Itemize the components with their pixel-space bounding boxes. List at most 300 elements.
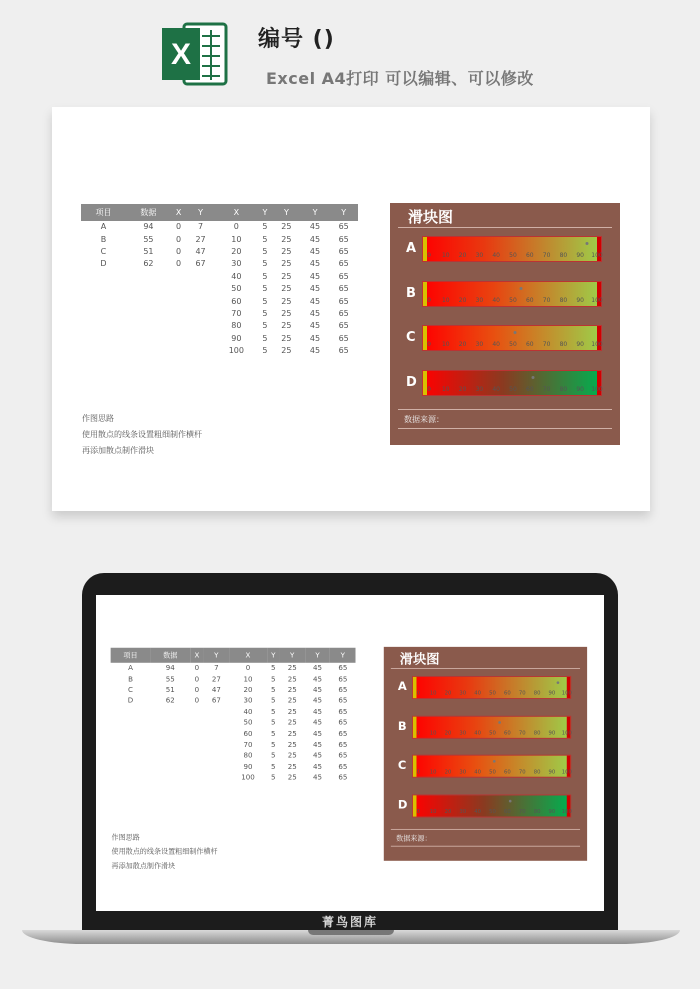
tick-label: 40	[474, 729, 482, 736]
table-cell: 65	[338, 707, 348, 716]
table-cell: 50	[231, 284, 242, 294]
table-cell: 7	[198, 222, 204, 232]
table-cell: 45	[312, 718, 322, 727]
tick-label: 20	[458, 296, 467, 304]
chart-divider	[391, 846, 580, 847]
tick-label: 0	[427, 341, 431, 348]
table-cell	[81, 283, 126, 295]
tick-label: 60	[503, 729, 511, 736]
laptop-mockup	[22, 568, 680, 948]
table-cell	[81, 295, 126, 307]
notes	[82, 411, 202, 459]
table-cell: 20	[231, 246, 242, 256]
table-cell: 80	[231, 321, 242, 331]
bar-row	[400, 281, 610, 307]
table-cell: 25	[287, 740, 297, 749]
table-cell: 25	[281, 308, 292, 318]
table-cell: 65	[338, 674, 348, 683]
table-cell: 45	[312, 663, 322, 672]
table-row	[111, 728, 356, 739]
tick-label: 90	[548, 690, 556, 697]
table-cell	[171, 320, 186, 332]
table-header-cell: Y	[204, 648, 229, 663]
table-cell: 51	[165, 685, 175, 694]
table-cell: 65	[338, 685, 348, 694]
tick-label: 100	[561, 808, 572, 815]
tick-label: 70	[518, 808, 526, 815]
table-cell	[150, 772, 190, 783]
tick-label: 20	[458, 385, 467, 393]
tick-label: 20	[444, 768, 452, 776]
table-cell	[190, 718, 204, 729]
tick-label: 20	[444, 690, 452, 697]
tick-label: 0	[416, 690, 420, 697]
table-cell: D	[127, 696, 134, 705]
tick-label: 40	[492, 252, 501, 259]
table-cell: 25	[287, 729, 297, 738]
table-cell	[204, 739, 229, 750]
tick-label: 20	[458, 341, 467, 348]
table-cell: 25	[281, 333, 292, 343]
bar-row	[393, 676, 579, 699]
table-cell: 45	[312, 751, 322, 760]
tick-label: 80	[559, 296, 568, 304]
table-cell: 65	[338, 346, 349, 356]
table-cell	[111, 739, 151, 750]
note-line: 再添加散点制作滑块	[82, 446, 154, 455]
data-table	[81, 204, 358, 357]
table-header-cell: 数据	[150, 648, 190, 663]
table-cell: A	[100, 222, 107, 232]
table-cell: 0	[245, 663, 251, 672]
table-cell	[186, 283, 215, 295]
table-cell: 25	[281, 259, 292, 269]
tick-label: 80	[533, 690, 541, 697]
table-cell	[190, 739, 204, 750]
slider-marker	[513, 331, 516, 334]
slider-chart	[384, 647, 587, 861]
table-cell	[190, 707, 204, 718]
table-cell: 45	[309, 333, 321, 343]
table-header-row	[81, 204, 358, 221]
table-cell: 50	[243, 718, 253, 727]
table-cell: 65	[338, 308, 349, 318]
table-cell: 30	[243, 696, 253, 705]
table-cell: 65	[338, 751, 348, 760]
tick-label: 0	[427, 296, 431, 304]
table-cell	[204, 750, 229, 761]
laptop-brand: 菁鸟图库	[321, 915, 378, 929]
tick-label: 100	[561, 690, 572, 697]
tick-label: 90	[576, 341, 585, 348]
table-cell: 45	[309, 284, 321, 294]
table-cell: 65	[338, 663, 348, 672]
tick-label: 0	[427, 385, 431, 393]
slider-marker	[557, 681, 560, 684]
note-line: 使用散点的线条设置粗细制作横杆	[82, 430, 202, 439]
table-cell: 65	[338, 740, 348, 749]
table-row	[81, 258, 358, 270]
tick-label: 50	[509, 385, 517, 393]
table-cell: 10	[243, 674, 253, 683]
table-cell: 94	[165, 663, 175, 672]
table-cell: 5	[270, 696, 276, 705]
table-cell	[126, 295, 171, 307]
tick-label: 80	[559, 385, 568, 393]
sheet-preview	[52, 107, 650, 511]
table-cell: 25	[287, 685, 297, 694]
table-cell: 5	[270, 663, 276, 672]
chart-divider	[398, 428, 612, 429]
slider-marker	[520, 287, 523, 290]
table-cell: 10	[231, 234, 242, 244]
table-cell: 25	[287, 773, 297, 782]
table-row	[81, 333, 358, 345]
chart-divider	[391, 668, 580, 669]
table-cell: 40	[231, 271, 242, 281]
chart-title: 滑块图	[408, 208, 454, 226]
table-row	[81, 246, 358, 258]
tick-label: 0	[416, 729, 420, 736]
table-cell: 90	[231, 333, 242, 343]
table-cell: 5	[270, 718, 276, 727]
table-cell: B	[100, 234, 107, 244]
table-cell: 65	[338, 284, 349, 294]
tick-label: 100	[591, 385, 603, 393]
tick-label: 90	[548, 729, 556, 736]
table-cell: 5	[262, 296, 268, 306]
table-header-cell: 项目	[111, 648, 151, 663]
tick-label: 70	[542, 296, 551, 304]
table-row	[81, 283, 358, 295]
table-row	[81, 271, 358, 283]
table-cell: 5	[262, 271, 268, 281]
table-cell: 25	[281, 271, 292, 281]
slider-bar	[422, 370, 602, 396]
table-cell	[186, 345, 215, 357]
table-cell	[186, 320, 215, 332]
tick-label: 10	[441, 341, 450, 348]
table-header-cell: X	[190, 648, 204, 663]
table-cell: A	[128, 663, 133, 672]
table-cell: 0	[176, 222, 182, 232]
chart-divider	[391, 829, 580, 830]
table-cell	[126, 320, 171, 332]
table-row	[111, 707, 356, 718]
table-row	[81, 308, 358, 320]
table-cell: 5	[262, 259, 268, 269]
table-cell	[126, 333, 171, 345]
table-cell	[150, 718, 190, 729]
bar-row	[393, 794, 579, 817]
table-cell	[150, 707, 190, 718]
table-header-cell: X	[215, 204, 258, 221]
table-cell	[190, 772, 204, 783]
svg-text:X: X	[170, 38, 192, 71]
chart-divider	[398, 227, 612, 228]
slider-bar	[412, 755, 571, 778]
table-cell: 5	[270, 751, 276, 760]
bar-row	[400, 370, 610, 396]
table-cell	[111, 728, 151, 739]
bar-label: D	[397, 798, 408, 812]
tick-label: 60	[503, 690, 511, 697]
table-cell	[81, 333, 126, 345]
page-header	[0, 0, 700, 105]
source-label: 数据来源：	[404, 415, 444, 424]
table-cell: 55	[165, 674, 175, 683]
table-cell: 45	[312, 707, 322, 716]
table-cell: 20	[243, 685, 253, 694]
table-cell	[171, 271, 186, 283]
slider-marker	[493, 760, 496, 763]
table-cell: 62	[143, 259, 154, 269]
tick-label: 90	[576, 296, 585, 304]
table-cell: B	[128, 674, 133, 683]
tick-label: 40	[474, 690, 482, 697]
tick-label: 50	[489, 768, 496, 776]
table-row	[81, 295, 358, 307]
table-header-row	[111, 648, 356, 663]
table-cell: 0	[233, 222, 239, 232]
tick-label: 10	[441, 385, 450, 393]
slider-bar	[422, 281, 602, 307]
table-cell	[204, 761, 229, 772]
table-cell: 60	[243, 729, 253, 738]
tick-label: 30	[459, 690, 467, 697]
bar-row	[393, 715, 579, 738]
table-cell: 25	[287, 674, 297, 683]
tick-label: 50	[489, 808, 496, 815]
tick-label: 60	[503, 768, 511, 776]
table-row	[81, 345, 358, 357]
table-row	[111, 750, 356, 761]
table-cell: 5	[270, 674, 276, 683]
tick-label: 80	[559, 252, 568, 259]
bar-label: B	[406, 285, 416, 301]
table-cell: 45	[309, 346, 321, 356]
chart-title: 滑块图	[399, 651, 440, 668]
table-cell: 90	[243, 762, 253, 771]
table-cell: 0	[176, 246, 182, 256]
tick-label: 100	[561, 729, 572, 736]
table-row	[111, 696, 356, 707]
table-cell	[190, 750, 204, 761]
table-cell: 45	[309, 234, 321, 244]
table-cell	[204, 718, 229, 729]
table-row	[111, 739, 356, 750]
table-cell: 25	[281, 222, 292, 232]
tick-label: 80	[533, 768, 541, 776]
table-cell	[81, 345, 126, 357]
slider-chart	[390, 203, 620, 445]
table-cell: 5	[270, 707, 276, 716]
tick-label: 50	[489, 690, 496, 697]
note-line: 使用散点的线条设置粗细制作横杆	[111, 847, 218, 856]
table-row	[111, 685, 356, 696]
table-cell: 25	[287, 762, 297, 771]
table-cell: 51	[143, 246, 154, 256]
table-cell: 60	[231, 296, 242, 306]
table-header-cell: Y	[280, 648, 305, 663]
table-cell: 25	[287, 663, 297, 672]
table-cell	[171, 295, 186, 307]
tick-label: 60	[503, 808, 511, 815]
table-cell	[204, 728, 229, 739]
table-cell: C	[100, 246, 107, 256]
table-cell: 25	[287, 751, 297, 760]
bar-label: B	[397, 719, 407, 734]
table-cell: 65	[338, 271, 349, 281]
excel-icon	[162, 22, 228, 86]
table-cell	[111, 707, 151, 718]
tick-label: 90	[548, 768, 556, 776]
table-cell	[150, 728, 190, 739]
table-cell: 65	[338, 246, 349, 256]
table-cell: 5	[270, 773, 276, 782]
table-row	[81, 320, 358, 332]
table-cell	[171, 308, 186, 320]
tick-label: 60	[525, 385, 534, 393]
bar-label: A	[406, 241, 417, 256]
slider-bar	[412, 794, 571, 817]
tick-label: 100	[591, 252, 603, 259]
table-cell: 45	[312, 740, 322, 749]
table-row	[111, 772, 356, 783]
table-cell: 5	[262, 333, 268, 343]
laptop-screen	[96, 595, 604, 911]
table-cell: 25	[287, 707, 297, 716]
tick-label: 90	[576, 385, 585, 393]
table-cell: 40	[243, 707, 253, 716]
table-cell: 45	[312, 674, 322, 683]
slider-bar	[412, 676, 571, 699]
tick-label: 40	[474, 768, 482, 776]
table-cell: 25	[281, 284, 292, 294]
table-cell: 70	[231, 308, 242, 318]
tick-label: 60	[525, 341, 534, 348]
table-cell	[126, 345, 171, 357]
table-cell: 25	[287, 718, 297, 727]
table-header-cell: Y	[301, 204, 330, 221]
slider-marker	[509, 799, 512, 802]
table-cell	[81, 320, 126, 332]
table-cell: 65	[338, 321, 349, 331]
tick-label: 40	[492, 385, 501, 393]
table-cell	[204, 772, 229, 783]
note-line: 再添加散点制作滑块	[111, 861, 176, 870]
table-cell: 5	[270, 740, 276, 749]
table-cell: 45	[309, 296, 321, 306]
bar-label: C	[406, 330, 416, 345]
table-cell	[126, 308, 171, 320]
tick-label: 30	[459, 729, 467, 736]
chart-divider	[398, 409, 612, 410]
tick-label: 40	[474, 808, 482, 815]
table-header-cell: Y	[329, 204, 358, 221]
table-cell	[186, 295, 215, 307]
document-title: 编号 ()	[258, 27, 335, 52]
table-cell: 70	[243, 740, 253, 749]
table-cell: 65	[338, 718, 348, 727]
notes	[112, 831, 218, 873]
table-cell: 0	[194, 674, 200, 683]
table-cell: 30	[231, 259, 242, 269]
slider-bar	[422, 236, 602, 262]
bar-row	[400, 236, 610, 262]
laptop-notch	[308, 930, 394, 935]
tick-label: 10	[441, 252, 450, 259]
table-cell: 65	[338, 333, 349, 343]
table-cell: 25	[281, 296, 292, 306]
table-cell: 45	[312, 729, 322, 738]
table-cell: 45	[309, 246, 321, 256]
table-cell: 7	[214, 663, 219, 672]
table-header-cell: X	[229, 648, 267, 663]
table-body	[81, 221, 358, 357]
note-line: 作图思路	[82, 414, 114, 423]
table-cell	[150, 750, 190, 761]
table-row	[111, 718, 356, 729]
tick-label: 0	[416, 808, 420, 815]
table-cell	[111, 772, 151, 783]
table-cell: 0	[194, 663, 200, 672]
table-cell	[81, 271, 126, 283]
table-row	[111, 663, 356, 674]
tick-label: 30	[475, 385, 484, 393]
table-cell	[171, 333, 186, 345]
tick-label: 70	[542, 385, 551, 393]
tick-label: 0	[427, 252, 431, 259]
table-cell: 100	[241, 773, 255, 782]
tick-label: 70	[542, 252, 551, 259]
table-cell: 25	[287, 696, 297, 705]
table-cell: 65	[338, 222, 349, 232]
tick-label: 30	[459, 768, 467, 776]
tick-label: 30	[459, 808, 467, 815]
table-cell	[126, 283, 171, 295]
table-cell	[186, 308, 215, 320]
table-header-cell: Y	[186, 204, 215, 221]
document-subtitle: Excel A4打印 可以编辑、可以修改	[266, 69, 534, 88]
tick-label: 100	[561, 768, 572, 776]
tick-label: 70	[542, 341, 551, 348]
table-cell: 65	[338, 696, 348, 705]
table-header-cell: 项目	[81, 204, 126, 221]
table-cell	[186, 271, 215, 283]
tick-label: 70	[518, 729, 526, 736]
table-cell: 27	[195, 234, 206, 244]
table-header-cell: Y	[258, 204, 272, 221]
table-cell: 5	[262, 246, 268, 256]
table-cell	[126, 271, 171, 283]
laptop-lid	[82, 573, 618, 931]
table-header-cell: Y	[330, 648, 355, 663]
tick-label: 80	[533, 808, 541, 815]
table-cell: 0	[194, 696, 200, 705]
table-header-cell: 数据	[126, 204, 171, 221]
tick-label: 100	[591, 296, 603, 304]
table-row	[111, 674, 356, 685]
tick-label: 0	[416, 768, 420, 776]
table-cell: 67	[195, 259, 206, 269]
table-cell: 27	[211, 674, 221, 683]
table-cell: 65	[338, 762, 348, 771]
table-cell	[111, 718, 151, 729]
table-row	[111, 761, 356, 772]
tick-label: 100	[591, 341, 603, 348]
tick-label: 30	[475, 296, 484, 304]
